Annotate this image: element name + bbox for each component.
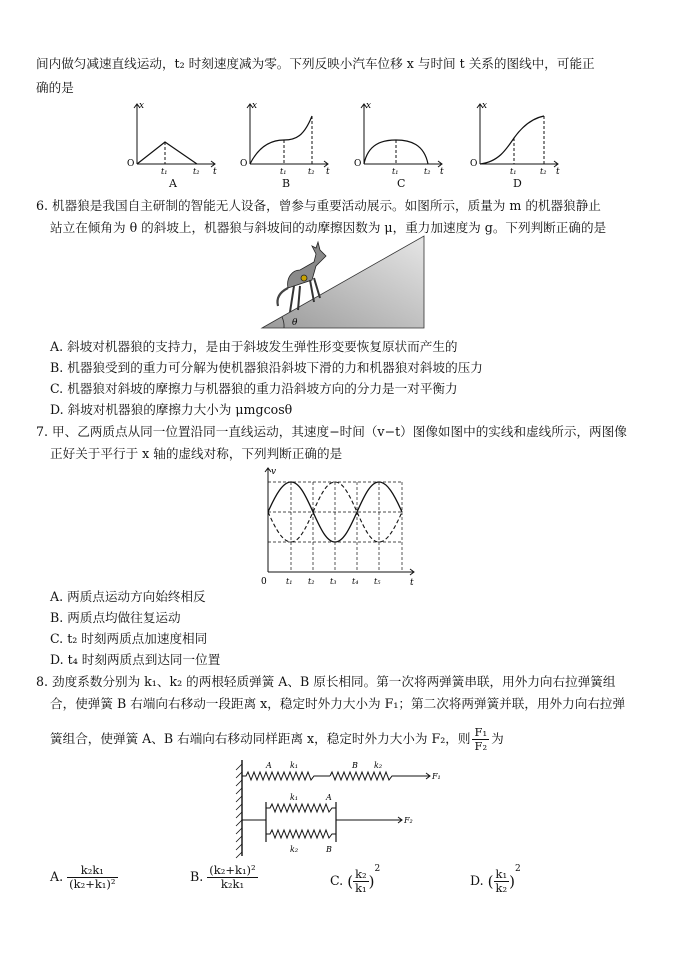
svg-text:t₂: t₂ (308, 577, 315, 586)
svg-text:0: 0 (261, 577, 267, 587)
svg-text:k₁: k₁ (290, 761, 299, 770)
svg-text:O: O (470, 159, 478, 169)
svg-text:t₁: t₁ (392, 167, 399, 176)
q6-option-d: D. 斜坡对机器狼的摩擦力大小为 μmgcosθ (50, 402, 293, 417)
q7-option-b: B. 两质点均做往复运动 (50, 610, 181, 625)
q8-option-b: B. $\frac{\text{(k₂+k₁)²}}{\text{k₂k₁}}$ (190, 863, 256, 891)
svg-text:x: x (366, 101, 372, 111)
svg-text:x: x (252, 101, 258, 111)
svg-text:O: O (240, 159, 248, 169)
svg-text:k₂: k₂ (374, 761, 383, 770)
q5-graph-d (468, 100, 568, 177)
q6-line-1: 6. 机器狼是我国自主研制的智能无人设备，曾参与重要活动展示。如图所示，质量为 m 的机器狼静止 (36, 198, 601, 213)
svg-text:t₁: t₁ (161, 167, 168, 176)
svg-text:O: O (354, 159, 362, 169)
svg-text:x: x (139, 101, 145, 111)
svg-text:k₂: k₂ (290, 845, 299, 854)
svg-text:t₁: t₁ (510, 167, 517, 176)
svg-text:t: t (440, 167, 444, 177)
svg-text:t₁: t₁ (286, 577, 293, 586)
q8-option-d: D. ( $\frac{\text{k₁}}{\text{k₂}}$ )$^2$ (470, 864, 521, 895)
svg-text:k₁: k₁ (290, 793, 299, 802)
svg-text:t₄: t₄ (352, 577, 359, 586)
svg-text:t: t (556, 167, 560, 177)
svg-text:A: A (266, 761, 272, 770)
slope-figure (258, 232, 426, 332)
svg-text:v: v (271, 467, 277, 477)
q6-option-c: C. 机器狼对斜坡的摩擦力与机器狼的重力沿斜坡方向的分力是一对平衡力 (50, 381, 458, 396)
angle-theta: θ (292, 318, 298, 328)
q8-line-2: 合，使弹簧 B 右端向右移动一段距离 x，稳定时外力大小为 F₁；第二次将两弹簧并联，用外力向右拉弹 (50, 696, 626, 711)
q5-graph-c-label: C (397, 177, 406, 190)
svg-text:t₂: t₂ (540, 167, 547, 176)
svg-text:x: x (482, 101, 488, 111)
q5-graph-b (238, 100, 338, 177)
svg-text:F₂: F₂ (404, 816, 413, 825)
q8-line-1: 8. 劲度系数分别为 k₁、k₂ 的两根轻质弹簧 A、B 原长相同。第一次将两弹簧串联，用外力向右拉弹簧组 (36, 674, 616, 689)
q7-line-1: 7. 甲、乙两质点从同一位置沿同一直线运动，其速度−时间（v−t）图像如图中的实线和虚线所示，两图像 (36, 424, 627, 439)
origin: O (127, 159, 135, 169)
q7-option-d: D. t₄ 时刻两质点到达同一位置 (50, 652, 221, 667)
vt-graph (258, 464, 424, 586)
q7-line-2: 正好关于平行于 x 轴的虚线对称，下列判断正确的是 (50, 446, 343, 461)
svg-text:t: t (326, 167, 330, 177)
svg-text:t₂: t₂ (193, 167, 200, 176)
q7-option-a: A. 两质点运动方向始终相反 (50, 589, 206, 604)
q5-graph-a (125, 100, 225, 177)
svg-text:t: t (213, 167, 217, 177)
q5-graph-d-label: D (513, 177, 522, 190)
q5-graph-c (352, 100, 452, 177)
q5-graph-a-label: A (169, 177, 177, 190)
q5-graph-b-label: B (282, 177, 291, 190)
svg-text:t₂: t₂ (308, 167, 315, 176)
svg-text:t₅: t₅ (374, 577, 381, 586)
q6-line-2: 站立在倾角为 θ 的斜坡上，机器狼与斜坡间的动摩擦因数为 μ，重力加速度为 g。下列判断正确的是 (50, 220, 607, 235)
q8-line-3: 簧组合，使弹簧 A、B 右端向右移动同样距离 x，稳定时外力大小为 F₂，则 $\frac{\text{F₁}}{\text{F₂}}$ 为 (50, 725, 504, 753)
q6-option-a: A. 斜坡对机器狼的支持力，是由于斜坡发生弹性形变要恢复原状而产生的 (50, 339, 458, 354)
svg-text:t: t (410, 578, 414, 588)
q6-option-b: B. 机器狼受到的重力可分解为使机器狼沿斜坡下滑的力和机器狼对斜坡的压力 (50, 360, 483, 375)
svg-text:F₁: F₁ (432, 772, 441, 781)
q8-option-c: C. ( $\frac{\text{k₂}}{\text{k₁}}$ )$^2$ (330, 864, 381, 895)
q8-option-a: A. $\frac{\text{k₂k₁}}{\text{(k₂+k₁)²}}$ (50, 863, 116, 891)
q5-line-1: 间内做匀减速直线运动，t₂ 时刻速度减为零。下列反映小汽车位移 x 与时间 t 关系的图线中，可能正 (36, 56, 595, 71)
svg-text:A: A (326, 793, 332, 802)
spring-figure (232, 756, 452, 860)
svg-text:t₃: t₃ (330, 577, 337, 586)
q7-option-c: C. t₂ 时刻两质点加速度相同 (50, 631, 208, 646)
svg-text:B: B (326, 845, 332, 854)
svg-text:t₂: t₂ (424, 167, 431, 176)
svg-text:t₁: t₁ (280, 167, 287, 176)
q5-line-2: 确的是 (36, 80, 74, 95)
svg-text:B: B (352, 761, 358, 770)
